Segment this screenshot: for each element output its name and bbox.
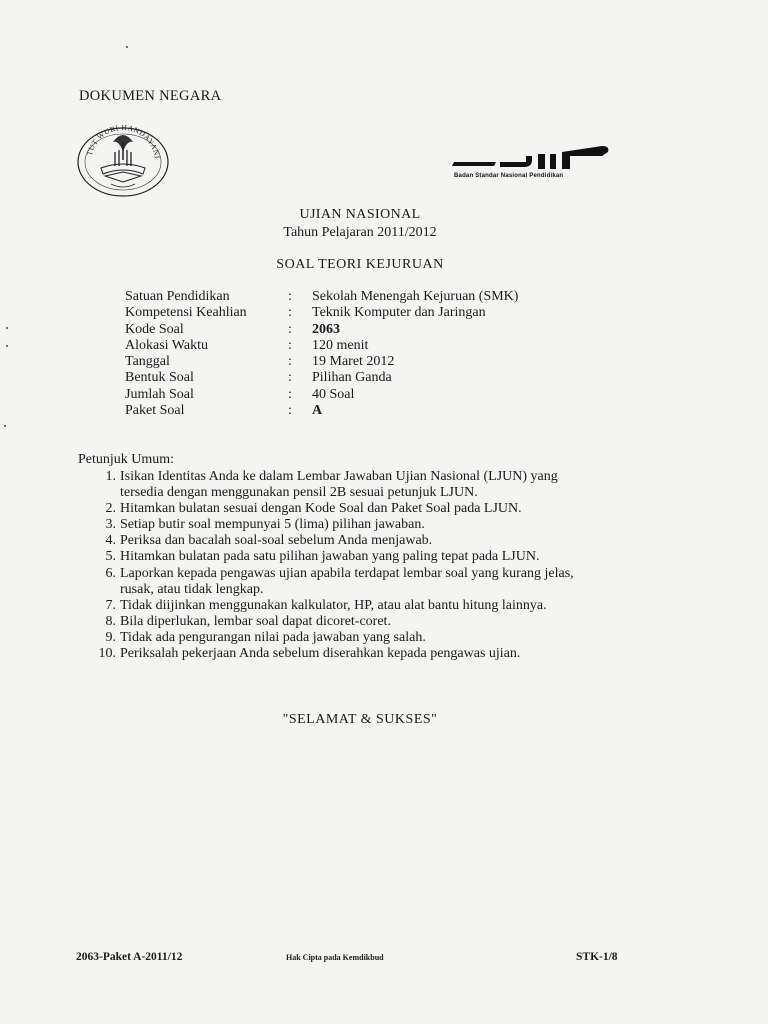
info-row bbox=[125, 322, 518, 338]
instruction-item bbox=[78, 469, 598, 501]
instruction-text bbox=[120, 517, 598, 533]
tut-wuri-handayani-emblem-icon bbox=[75, 118, 171, 198]
instruction-item bbox=[78, 517, 598, 533]
footer-page-number: STK-1/8 bbox=[576, 951, 618, 963]
info-label: Alokasi Waktu bbox=[125, 337, 208, 353]
info-label: Satuan Pendidikan bbox=[125, 289, 230, 304]
info-separator: : bbox=[288, 370, 292, 386]
info-row bbox=[125, 370, 518, 386]
instructions-heading: Petunjuk Umum: bbox=[78, 452, 175, 467]
instruction-text bbox=[120, 630, 598, 646]
scan-speck bbox=[6, 327, 8, 329]
instruction-line: tersedia dengan menggunakan pensil 2B sesuai petunjuk LJUN. bbox=[120, 485, 478, 501]
info-value: 120 menit bbox=[312, 337, 369, 353]
info-row bbox=[125, 305, 518, 321]
instruction-item bbox=[78, 549, 598, 565]
info-row bbox=[125, 403, 518, 419]
info-separator: : bbox=[288, 305, 292, 321]
exam-info-table bbox=[125, 289, 518, 419]
instruction-line: rusak, atau tidak lengkap. bbox=[120, 581, 264, 597]
instruction-text bbox=[120, 614, 598, 630]
instruction-line: Laporkan kepada pengawas ujian apabila terdapat lembar soal yang kurang jelas, bbox=[120, 565, 574, 581]
instruction-text bbox=[120, 469, 598, 501]
info-value: Teknik Komputer dan Jaringan bbox=[312, 305, 486, 321]
scan-speck bbox=[126, 46, 128, 48]
instruction-number: 1. bbox=[105, 469, 116, 484]
instruction-line: Periksa dan bacalah soal-soal sebelum Anda menjawab. bbox=[120, 533, 433, 549]
closing-message: "SELAMAT & SUKSES" bbox=[282, 712, 438, 727]
bsnp-caption: Badan Standar Nasional Pendidikan bbox=[454, 173, 564, 179]
instruction-number: 7. bbox=[105, 597, 116, 613]
exam-title: UJIAN NASIONAL bbox=[299, 207, 421, 222]
instruction-number: 3. bbox=[105, 517, 116, 533]
instruction-number: 9. bbox=[105, 629, 116, 645]
instruction-line: Tidak diijinkan menggunakan kalkulator, HP, atau alat bantu hitung lainnya. bbox=[120, 597, 547, 613]
scan-speck bbox=[6, 345, 8, 347]
exam-subject: SOAL TEORI KEJURUAN bbox=[276, 257, 444, 272]
instruction-item bbox=[78, 646, 598, 662]
info-value: 40 Soal bbox=[312, 386, 355, 402]
footer-copyright: Hak Cipta pada Kemdikbud bbox=[286, 953, 384, 962]
info-label: Kompetensi Keahlian bbox=[125, 305, 247, 321]
info-row bbox=[125, 354, 518, 370]
scan-speck bbox=[4, 425, 6, 427]
instruction-item bbox=[78, 501, 598, 517]
info-separator: : bbox=[288, 337, 292, 353]
instruction-text bbox=[120, 646, 598, 662]
document-classification: DOKUMEN NEGARA bbox=[79, 88, 222, 104]
instruction-text bbox=[120, 501, 598, 517]
info-label: Bentuk Soal bbox=[125, 370, 194, 386]
instruction-number: 5. bbox=[105, 549, 116, 565]
instructions-list bbox=[78, 469, 598, 662]
instruction-item bbox=[78, 598, 598, 614]
emblem-motto: TUT WURI HANDAYANI bbox=[84, 122, 162, 160]
instruction-number: 8. bbox=[105, 613, 116, 629]
instruction-line: Tidak ada pengurangan nilai pada jawaban yang salah. bbox=[120, 629, 426, 645]
instruction-line: Hitamkan bulatan sesuai dengan Kode Soal dan Paket Soal pada LJUN. bbox=[120, 501, 522, 517]
info-label: Jumlah Soal bbox=[125, 386, 194, 402]
instruction-item bbox=[78, 533, 598, 549]
info-value: Sekolah Menengah Kejuruan (SMK) bbox=[312, 289, 519, 304]
instruction-text bbox=[120, 549, 598, 565]
instruction-text bbox=[120, 598, 598, 614]
info-value: Pilihan Ganda bbox=[312, 370, 392, 386]
info-label: Paket Soal bbox=[125, 403, 185, 419]
info-separator: : bbox=[288, 289, 292, 304]
instruction-line: Hitamkan bulatan pada satu pilihan jawaban yang paling tepat pada LJUN. bbox=[120, 549, 540, 565]
instruction-line: Bila diperlukan, lembar soal dapat dicoret-coret. bbox=[120, 613, 391, 629]
instruction-item bbox=[78, 566, 598, 598]
info-separator: : bbox=[288, 403, 292, 419]
instruction-number: 2. bbox=[105, 501, 116, 517]
instruction-number: 4. bbox=[105, 533, 116, 549]
info-row bbox=[125, 289, 518, 305]
info-value: 2063 bbox=[312, 321, 340, 337]
instruction-line: Isikan Identitas Anda ke dalam Lembar Jawaban Ujian Nasional (LJUN) yang bbox=[120, 469, 558, 484]
instruction-text bbox=[120, 533, 598, 549]
info-row bbox=[125, 338, 518, 354]
info-separator: : bbox=[288, 386, 292, 402]
instruction-number: 10. bbox=[98, 646, 116, 662]
info-separator: : bbox=[288, 354, 292, 370]
info-value: 19 Maret 2012 bbox=[312, 354, 395, 370]
info-label: Kode Soal bbox=[125, 321, 184, 337]
exam-year: Tahun Pelajaran 2011/2012 bbox=[283, 225, 437, 240]
instruction-number: 6. bbox=[105, 565, 116, 581]
info-value: A bbox=[312, 403, 323, 419]
instruction-line: Periksalah pekerjaan Anda sebelum diserahkan kepada pengawas ujian. bbox=[120, 646, 521, 662]
instruction-item bbox=[78, 630, 598, 646]
instruction-line: Setiap butir soal mempunyai 5 (lima) pilihan jawaban. bbox=[120, 517, 425, 533]
instruction-text bbox=[120, 566, 598, 598]
instruction-item bbox=[78, 614, 598, 630]
info-separator: : bbox=[288, 321, 292, 337]
footer-paket-code: 2063-Paket A-2011/12 bbox=[76, 951, 183, 963]
info-row bbox=[125, 387, 518, 403]
info-label: Tanggal bbox=[125, 354, 170, 370]
